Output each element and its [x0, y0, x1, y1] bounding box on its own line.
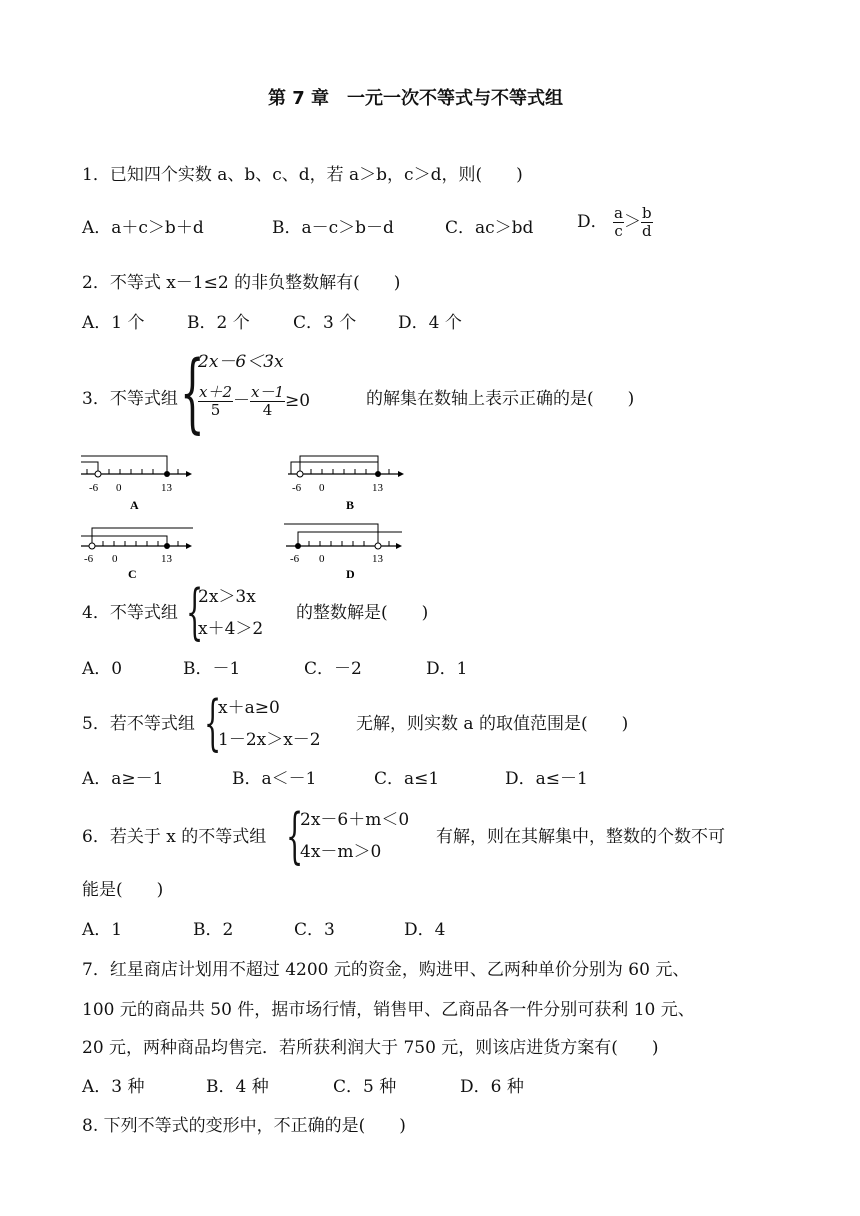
filled-circle [375, 471, 381, 477]
solution-bracket [291, 462, 378, 474]
arrow-head [396, 543, 402, 549]
q2-option-c: C．3 个 [293, 313, 357, 333]
question-6-line-2: 能是( ) [82, 880, 164, 900]
tick-label: -6 [290, 553, 300, 565]
q4-option-c: C．－2 [304, 659, 362, 679]
question-1-stem: 1．已知四个实数 a、b、c、d，若 a＞b，c＞d，则( ) [82, 165, 523, 185]
q6-inequality-1: 2x－6＋m＜0 [300, 810, 410, 830]
figure-label: A [130, 498, 139, 512]
fraction-b-over-d [641, 205, 653, 240]
question-3-prefix: 3．不等式组 [82, 389, 178, 409]
figure-label: B [346, 498, 355, 512]
fraction-x-plus-2-over-5 [198, 384, 233, 419]
tick-label: 13 [161, 482, 172, 494]
tick-label: 0 [319, 553, 325, 565]
q4-option-b: B．－1 [183, 659, 241, 679]
question-5-prefix: 5．若不等式组 [82, 714, 195, 734]
q6-inequality-2: 4x－m＞0 [300, 842, 382, 862]
fraction-x-minus-1-over-4 [250, 384, 285, 419]
q5-option-b: B．a＜－1 [232, 769, 317, 789]
q4-option-d: D．1 [426, 659, 468, 679]
arrow-head [398, 471, 404, 477]
tick-label: 0 [319, 482, 325, 494]
tick-label: 13 [161, 553, 172, 565]
q2-option-d: D．4 个 [398, 313, 462, 333]
number-line-b [286, 450, 410, 512]
tick-label: -6 [292, 482, 302, 494]
arrow-head [186, 471, 192, 477]
q4-option-a: A．0 [82, 659, 123, 679]
arrow-head [186, 543, 192, 549]
fraction-numerator: b [642, 204, 652, 222]
q1-option-a: A．a＋c＞b＋d [82, 218, 204, 238]
tick-label: 13 [372, 553, 383, 565]
q2-option-b: B．2 个 [187, 313, 250, 333]
q2-option-a: A．1 个 [82, 313, 145, 333]
fraction-denominator: 5 [210, 401, 221, 419]
system-brace: { [204, 688, 222, 758]
fraction-denominator: c [614, 222, 623, 240]
q4-inequality-2: x＋4＞2 [198, 619, 264, 639]
question-7-line-2: 100 元的商品共 50 件，据市场行情，销售甲、乙商品各一件分别可获利 10 元、 [82, 1000, 695, 1020]
figure-label: D [346, 567, 355, 580]
q5-option-d: D．a≤－1 [505, 769, 588, 789]
open-circle [375, 543, 381, 549]
q6-option-a: A．1 [82, 920, 123, 940]
tick-label: 0 [112, 553, 118, 565]
q1-option-d [577, 205, 653, 240]
fraction-numerator: x－1 [251, 383, 285, 401]
relation: ≥0 [285, 391, 311, 411]
question-6-prefix: 6．若关于 x 的不等式组 [82, 827, 267, 847]
tick-label: -6 [89, 482, 99, 494]
q3-inequality-1: 2x－6＜3x [198, 352, 284, 372]
fraction-denominator: d [642, 222, 652, 240]
question-2-stem: 2．不等式 x－1≤2 的非负整数解有( ) [82, 273, 401, 293]
minus-sign: － [233, 391, 251, 411]
system-brace: { [186, 577, 204, 647]
q7-option-b: B．4 种 [206, 1077, 269, 1097]
tick-label: 13 [372, 482, 383, 494]
q3-inequality-2 [198, 384, 310, 419]
question-8-stem: 8. 下列不等式的变形中，不正确的是( ) [82, 1116, 406, 1136]
q1-option-d-prefix: D． [577, 212, 608, 232]
q5-inequality-1: x＋a≥0 [218, 698, 280, 718]
fraction-denominator: 4 [262, 401, 273, 419]
number-line-c [78, 518, 198, 580]
filled-circle [295, 543, 301, 549]
solution-bracket [298, 532, 402, 546]
question-7-line-1: 7．红星商店计划用不超过 4200 元的资金，购进甲、乙两种单价分别为 60 元、 [82, 960, 690, 980]
q6-option-c: C．3 [294, 920, 335, 940]
system-brace: { [286, 801, 304, 871]
filled-circle [164, 471, 170, 477]
question-4-suffix: 的整数解是( ) [296, 603, 429, 623]
filled-circle [164, 543, 170, 549]
q5-inequality-2: 1－2x＞x－2 [218, 730, 321, 750]
question-6-suffix: 有解，则在其解集中，整数的个数不可 [436, 827, 725, 847]
fraction-a-over-c [613, 205, 624, 240]
q6-option-d: D．4 [404, 920, 446, 940]
open-circle [297, 471, 303, 477]
question-7-line-3: 20 元，两种商品均售完．若所获利润大于 750 元，则该店进货方案有( ) [82, 1038, 659, 1058]
open-circle [95, 471, 101, 477]
solution-bracket [81, 456, 167, 474]
q5-option-a: A．a≥－1 [82, 769, 164, 789]
page-title: 第 7 章 一元一次不等式与不等式组 [268, 88, 564, 109]
q7-option-a: A．3 种 [82, 1077, 145, 1097]
question-4-prefix: 4．不等式组 [82, 603, 178, 623]
q6-option-b: B．2 [193, 920, 234, 940]
q7-option-d: D．6 种 [460, 1077, 524, 1097]
fraction-numerator: x＋2 [199, 383, 233, 401]
q4-inequality-1: 2x＞3x [198, 587, 256, 607]
q7-option-c: C．5 种 [333, 1077, 397, 1097]
q5-option-c: C．a≤1 [374, 769, 440, 789]
number-line-d [282, 518, 406, 580]
system-brace: { [180, 343, 205, 443]
comparison-operator: ＞ [624, 212, 641, 232]
number-line-a [78, 450, 198, 512]
question-3-suffix: 的解集在数轴上表示正确的是( ) [366, 389, 635, 409]
q1-option-c: C．ac＞bd [445, 218, 534, 238]
fraction-numerator: a [614, 204, 623, 222]
tick-label: 0 [116, 482, 122, 494]
tick-label: -6 [84, 553, 94, 565]
figure-label: C [128, 567, 137, 580]
open-circle [89, 543, 95, 549]
q1-option-b: B．a－c＞b－d [272, 218, 394, 238]
question-5-suffix: 无解，则实数 a 的取值范围是( ) [356, 714, 629, 734]
